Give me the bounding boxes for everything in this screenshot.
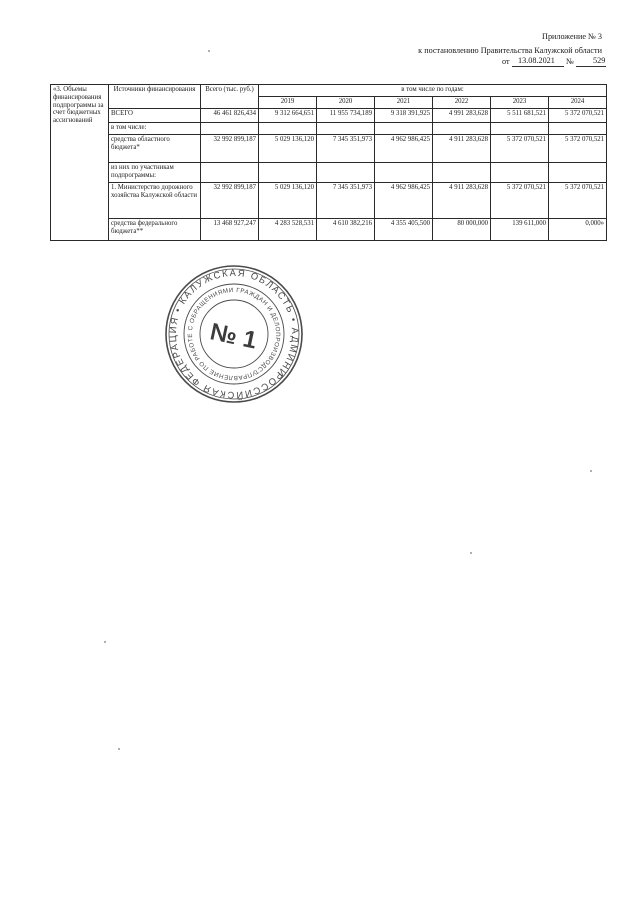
row-total-value: 13 468 927,247 [201,219,259,241]
table-row [51,123,607,135]
year-header: 2020 [317,97,375,109]
official-seal-stamp [162,262,306,406]
row-source-label: из них по участникам подпрограммы: [109,163,201,183]
resolution-reference: к постановлению Правительства Калужской области [418,46,602,55]
row-year-value: 5 029 136,120 [259,135,317,163]
row-total-value: 32 992 899,187 [201,135,259,163]
row-year-value [259,163,317,183]
scan-speck [590,470,592,472]
row-total-value: 32 992 899,187 [201,183,259,219]
resolution-date: 13.08.2021 [518,56,555,65]
row-year-value: 4 911 283,628 [433,135,491,163]
table-row [51,109,607,123]
row-source-label: средства областного бюджета* [109,135,201,163]
row-year-value: 4 355 405,500 [375,219,433,241]
row-year-value [259,123,317,135]
row-source-label: в том числе: [109,123,201,135]
row-year-value [491,163,549,183]
row-year-value: 0,000» [549,219,607,241]
date-prefix: от [502,57,510,66]
financing-table [50,84,607,241]
row-label-cell: «3. Объемы финансирования подпрограммы за счет бюджетных ассигнований [51,85,109,241]
row-total-value: 46 461 826,434 [201,109,259,123]
row-year-value [433,163,491,183]
row-year-value: 80 000,000 [433,219,491,241]
scan-speck [470,552,472,554]
row-year-value [433,123,491,135]
number-prefix: № [566,57,574,66]
year-header: 2024 [549,97,607,109]
resolution-number: 529 [593,56,606,65]
row-source-label: 1. Министерство дорожного хозяйства Калужской области [109,183,201,219]
row-year-value: 4 962 986,425 [375,135,433,163]
row-total-value [201,123,259,135]
year-header: 2019 [259,97,317,109]
table-row [51,183,607,219]
number-underline [576,66,606,67]
row-source-label: средства федерального бюджета** [109,219,201,241]
row-year-value [317,163,375,183]
row-year-value [317,123,375,135]
scan-speck [208,50,210,52]
year-header: 2022 [433,97,491,109]
row-year-value: 7 345 351,973 [317,183,375,219]
row-year-value: 4 911 283,628 [433,183,491,219]
row-year-value: 5 372 070,521 [491,183,549,219]
row-year-value: 5 372 070,521 [549,183,607,219]
stamp-number: № 1 [207,318,260,355]
row-year-value [375,163,433,183]
stamp-inner-text: УПРАВЛЕНИЕ ПО РАБОТЕ С ОБРАЩЕНИЯМИ ГРАЖДАН И ДЕЛОПРОИЗВОДСТВУ [186,286,282,382]
row-source-label: ВСЕГО [109,109,201,123]
table-row [51,219,607,241]
row-year-value: 5 372 070,521 [491,135,549,163]
scan-speck [104,641,106,643]
row-year-value: 5 511 681,521 [491,109,549,123]
row-total-value [201,163,259,183]
year-header: 2021 [375,97,433,109]
stamp-outer-text: РОССИЙСКАЯ ФЕДЕРАЦИЯ • КАЛУЖСКАЯ ОБЛАСТЬ • АДМИНИСТРАЦИЯ [166,266,302,402]
year-header: 2023 [491,97,549,109]
scan-speck [118,748,120,750]
row-year-value: 11 955 734,189 [317,109,375,123]
row-year-value [375,123,433,135]
table-row [51,135,607,163]
col-years-group-header: в том числе по годам: [259,85,607,97]
row-year-value: 4 610 382,216 [317,219,375,241]
col-total-header: Всего (тыс. руб.) [201,85,259,109]
row-year-value: 7 345 351,973 [317,135,375,163]
row-year-value [491,123,549,135]
row-year-value: 5 029 136,120 [259,183,317,219]
row-year-value: 4 962 986,425 [375,183,433,219]
row-year-value: 9 318 391,925 [375,109,433,123]
row-year-value: 4 283 528,531 [259,219,317,241]
appendix-title: Приложение № 3 [542,32,602,41]
row-year-value: 9 312 664,651 [259,109,317,123]
row-year-value [549,163,607,183]
table-row [51,163,607,183]
row-year-value: 5 372 070,521 [549,109,607,123]
table-header-row [51,85,607,97]
col-source-header: Источники финансирования [109,85,201,109]
row-year-value: 5 372 070,521 [549,135,607,163]
row-year-value [549,123,607,135]
date-underline [512,66,564,67]
row-year-value: 4 991 283,628 [433,109,491,123]
row-year-value: 139 611,000 [491,219,549,241]
